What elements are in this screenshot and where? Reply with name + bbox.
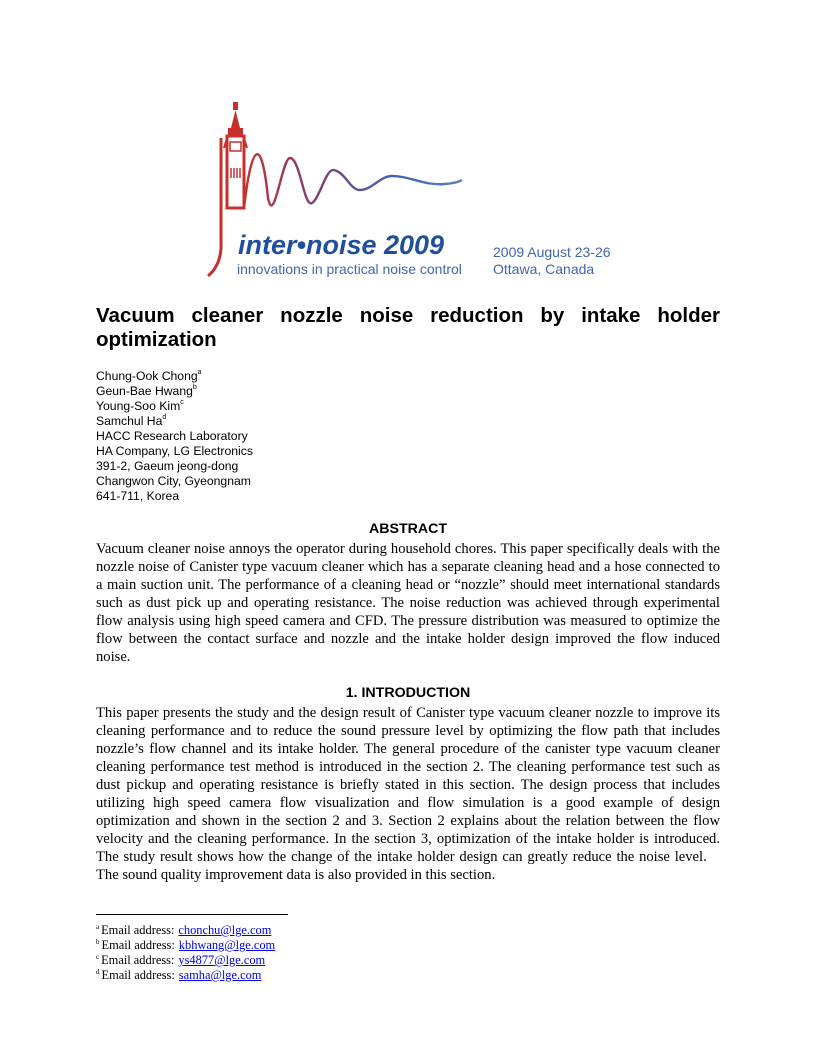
author-line <box>96 384 253 399</box>
introduction-heading: 1. INTRODUCTION <box>345 685 471 701</box>
footnote-label: Email address: <box>101 968 175 982</box>
affiliation-line: Changwon City, Gyeongnam <box>96 474 251 488</box>
abstract-heading: ABSTRACT <box>368 521 448 537</box>
email-link[interactable]: chonchu@lge.com <box>178 923 272 937</box>
footnote-item <box>96 938 275 953</box>
author-name: Young-Soo Kim <box>96 399 181 413</box>
author-footnote-mark: a <box>197 369 202 376</box>
email-link[interactable]: samha@lge.com <box>178 968 262 982</box>
author-footnote-mark: d <box>162 414 167 421</box>
footnote-item <box>96 923 275 938</box>
paper-title: Vacuum cleaner nozzle noise reduction by intake holder optimization <box>96 304 720 351</box>
author-footnote-mark: c <box>180 399 184 406</box>
affiliation-line: HACC Research Laboratory <box>96 429 248 443</box>
author-line <box>96 414 253 429</box>
footnote-mark: a <box>96 923 100 931</box>
footnote-label: Email address: <box>101 923 175 937</box>
affiliation-line: 391-2, Gaeum jeong-dong <box>96 459 239 473</box>
footnote-mark: d <box>96 968 100 976</box>
author-line <box>96 399 253 414</box>
conference-date: 2009 August 23-26 <box>493 244 611 260</box>
logo-tagline: innovations in practical noise control <box>237 261 462 277</box>
author-name: Samchul Ha <box>96 414 163 428</box>
footnote-label: Email address: <box>101 953 175 967</box>
footnote-item <box>96 953 275 968</box>
footnote-mark: b <box>96 938 100 946</box>
author-footnote-mark: b <box>192 384 197 391</box>
conference-info <box>493 244 611 278</box>
footnote-mark: c <box>96 953 100 961</box>
conference-location: Ottawa, Canada <box>493 261 595 277</box>
abstract-text: Vacuum cleaner noise annoys the operator during household chores. This paper specifically deals with the nozzle noise of Canister type vacuum cleaner which has a separate cleaning head and a hose connected to a main suction unit. The performance of a cleaning head or “nozzle” should meet international standards such as dust pick up and operating resistance. The noise reduction was achieved through experimental flow analysis using high speed camera and CFD. The pressure distribution was measured to optimize the flow between the contact surface and nozzle and the intake holder design improved the flow induced noise. <box>96 541 720 665</box>
sound-wave-graphic <box>244 154 462 208</box>
author-line <box>96 369 253 384</box>
affiliation-line: HA Company, LG Electronics <box>96 444 253 458</box>
footnotes <box>96 923 275 983</box>
email-link[interactable]: kbhwang@lge.com <box>178 938 276 952</box>
author-name: Geun-Bae Hwang <box>96 384 193 398</box>
email-link[interactable]: ys4877@lge.com <box>178 953 266 967</box>
logo-wordmark: inter•noise 2009 <box>238 230 445 260</box>
author-block <box>96 369 253 504</box>
inter-noise-2009-logo <box>200 98 530 278</box>
footnote-label: Email address: <box>101 938 175 952</box>
introduction-text: This paper presents the study and the design result of Canister type vacuum cleaner nozzle to improve its cleaning performance and to reduce the sound pressure level by optimizing the flow path that includes nozzle’s flow channel and its intake holder. The general procedure of the canister type vacuum cleaner cleaning performance test method is introduced in the section 2. The cleaning performance test such as dust pickup and operating resistance is briefly stated in this section. The design process that includes utilizing high speed camera flow visualization and flow simulation is a good example of design optimization and shown in the section 2 and 3. Section 2 explains about the relation between the flow velocity and the cleaning performance. In the section 3, optimization of the intake holder is introduced. The study result shows how the change of the intake holder design can greatly reduce the noise level. The sound quality improvement data is also provided in this section. <box>96 705 720 883</box>
affiliation-line: 641-711, Korea <box>96 489 180 503</box>
footnote-item <box>96 968 275 983</box>
author-name: Chung-Ook Chong <box>96 369 198 383</box>
footnote-divider <box>96 914 288 915</box>
